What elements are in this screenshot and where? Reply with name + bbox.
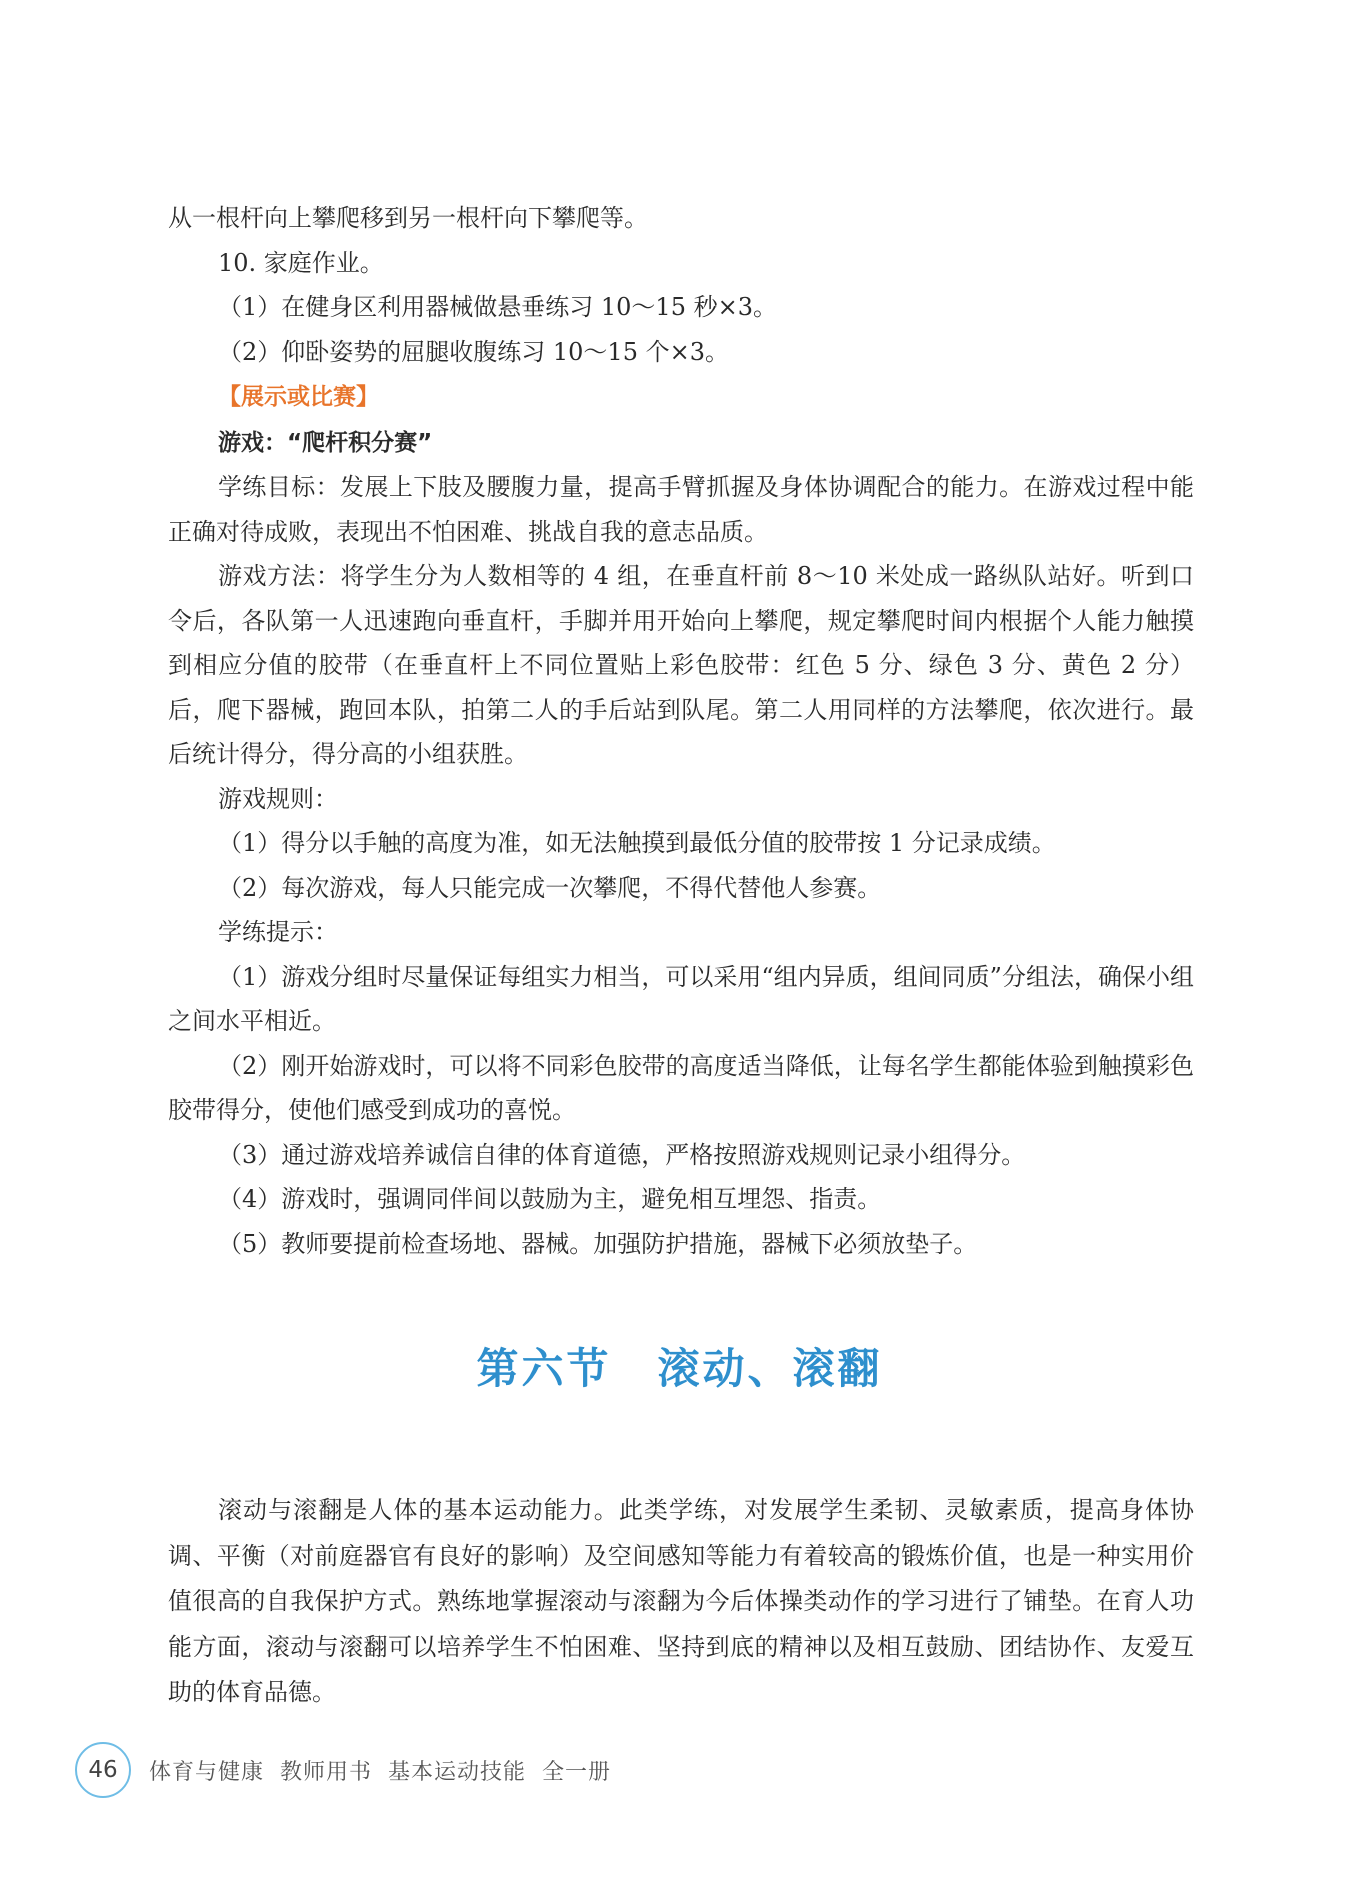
homework-item-1: （1）在健身区利用器械做悬垂练习 10～15 秒×3。 [218,293,777,321]
tip-item-5: （5）教师要提前检查场地、器械。加强防护措施，器械下必须放垫子。 [218,1229,978,1258]
rules-heading: 游戏规则： [218,784,338,813]
section-heading [0,1336,1359,1396]
book-title: 体育与健康 教师用书 基本运动技能 全一册 [149,1759,611,1785]
tip-item-1: （1）游戏分组时尽量保证每组实力相当，可以采用“组内异质，组间同质”分组法，确保小组之间水平相近。 [168,962,1194,1035]
page-footer [75,1740,611,1800]
method-paragraph: 游戏方法：将学生分为人数相等的 4 组，在垂直杆前 8～10 米处成一路纵队站好。听到口令后，各队第一人迅速跑向垂直杆，手脚并用开始向上攀爬，规定攀爬时间内根据个人能力触摸到相应分值的胶带（在垂直杆上不同位置贴上彩色胶带：红色 5 分、绿色 3 分、黄色 2 分）后，爬下器械，跑回本队，拍第二人的手后站到队尾。第二人用同样的方法攀爬，依次进行。最后统计得分，得分高的小组获胜。 [168,562,1194,768]
section-label [168,374,1194,420]
page-number: 46 [75,1742,131,1798]
showcase-label: 【展示或比赛】 [218,384,379,410]
goal-paragraph: 学练目标：发展上下肢及腰腹力量，提高手臂抓握及身体协调配合的能力。在游戏过程中能正确对待成败，表现出不怕困难、挑战自我的意志品质。 [168,473,1194,546]
main-text [168,196,1194,1266]
homework-heading: 10. 家庭作业。 [218,248,384,277]
rule-item-2: （2）每次游戏，每人只能完成一次攀爬，不得代替他人参赛。 [218,873,882,902]
section-number: 第六节 [476,1344,612,1393]
tip-item-3: （3）通过游戏培养诚信自律的体育道德，严格按照游戏规则记录小组得分。 [218,1140,1026,1169]
intro-block [168,1488,1194,1716]
rule-item-1: （1）得分以手触的高度为准，如无法触摸到最低分值的胶带按 1 分记录成绩。 [218,829,1056,857]
tip-item-4: （4）游戏时，强调同伴间以鼓励为主，避免相互埋怨、指责。 [218,1185,882,1213]
intro-paragraph: 滚动与滚翻是人体的基本运动能力。此类学练，对发展学生柔韧、灵敏素质，提高身体协调、平衡（对前庭器官有良好的影响）及空间感知等能力有着较高的锻炼价值，也是一种实用价值很高的自我保护方式。熟练地掌握滚动与滚翻为今后体操类动作的学习进行了铺垫。在育人功能方面，滚动与滚翻可以培养学生不怕困难、坚持到底的精神以及相互鼓励、团结协作、友爱互助的体育品德。 [168,1496,1194,1706]
section-title: 滚动、滚翻 [657,1344,883,1393]
tip-item-2: （2）刚开始游戏时，可以将不同彩色胶带的高度适当降低，让每名学生都能体验到触摸彩色胶带得分，使他们感受到成功的喜悦。 [168,1051,1194,1124]
continued-line: 从一根杆向上攀爬移到另一根杆向下攀爬等。 [168,204,648,232]
game-title-line [168,420,1194,466]
game-title: 游戏：“爬杆积分赛” [218,429,433,456]
tips-heading: 学练提示： [218,918,338,946]
homework-item-2: （2）仰卧姿势的屈腿收腹练习 10～15 个×3。 [218,337,729,366]
